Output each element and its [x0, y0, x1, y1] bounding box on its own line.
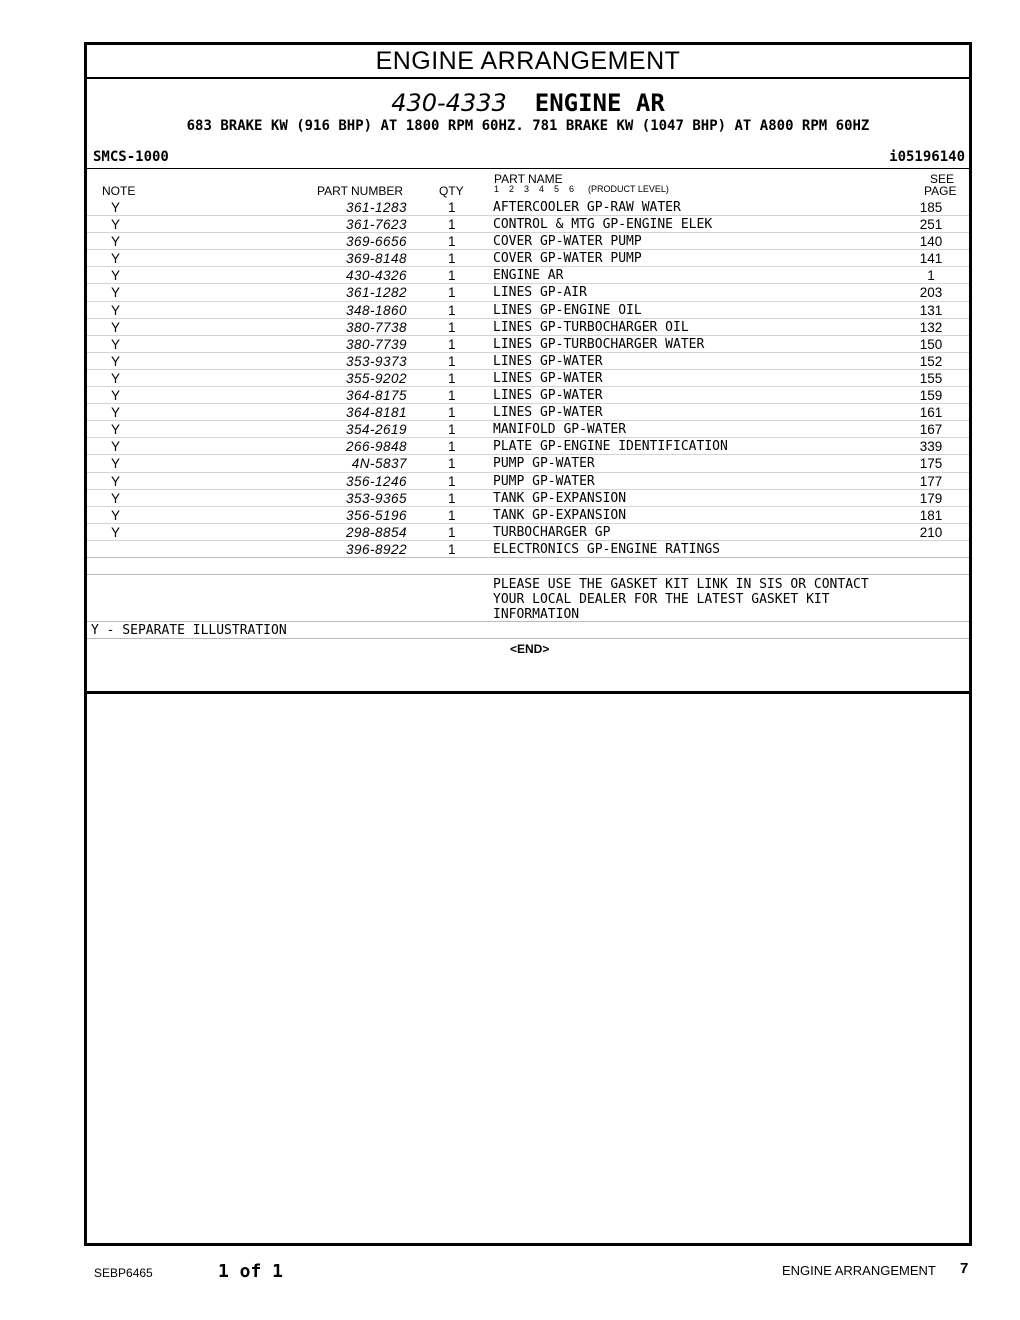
group-heading	[87, 89, 969, 117]
qty-cell: 1	[448, 422, 456, 438]
see-page-cell: 132	[919, 319, 943, 335]
qty-cell: 1	[448, 302, 456, 318]
part-name-cell: COVER GP-WATER PUMP	[493, 251, 642, 267]
product-level-1: 1	[494, 184, 500, 194]
see-page-cell: 155	[919, 370, 943, 386]
table-row	[87, 387, 969, 404]
part-name-cell: AFTERCOOLER GP-RAW WATER	[493, 200, 681, 215]
part-name-cell: LINES GP-WATER	[493, 405, 603, 421]
table-row	[87, 490, 969, 507]
part-name-cell: TANK GP-EXPANSION	[493, 490, 627, 506]
table-row	[87, 524, 969, 541]
part-number-cell: 430-4326	[345, 268, 407, 284]
product-level-2: 2	[509, 184, 515, 194]
engine-ratings: 683 BRAKE KW (916 BHP) AT 1800 RPM 60HZ. 781 BRAKE KW (1047 BHP) AT A800 RPM 60HZ	[186, 118, 870, 134]
note-cell: Y	[111, 439, 121, 455]
qty-cell: 1	[448, 541, 456, 557]
note-cell: Y	[111, 405, 121, 421]
part-number-cell: 380-7738	[345, 319, 407, 335]
divider	[87, 574, 969, 575]
qty-cell: 1	[448, 370, 456, 386]
part-number-cell: 361-7623	[345, 217, 407, 233]
part-number-cell: 364-8181	[345, 405, 407, 421]
product-level-6: 6	[569, 184, 575, 194]
part-number-cell: 348-1860	[345, 302, 407, 318]
table-row	[87, 199, 969, 216]
col-header-see: SEE	[930, 172, 955, 186]
col-header-part-number: PART NUMBER	[317, 184, 404, 198]
qty-cell: 1	[448, 234, 456, 250]
note-cell: Y	[111, 302, 121, 318]
part-number-cell: 266-9848	[345, 439, 407, 455]
note-cell: Y	[111, 251, 121, 267]
footer-section: ENGINE ARRANGEMENT	[782, 1263, 936, 1278]
part-number-cell: 396-8922	[345, 541, 407, 557]
see-page-cell: 159	[919, 388, 943, 404]
page-frame	[84, 42, 972, 1246]
table-row	[87, 233, 969, 250]
see-page-cell: 140	[919, 234, 943, 250]
qty-cell: 1	[448, 353, 456, 369]
gasket-note-line: YOUR LOCAL DEALER FOR THE LATEST GASKET KIT	[493, 592, 830, 607]
see-page-cell: 210	[919, 524, 943, 540]
qty-cell: 1	[448, 217, 456, 233]
part-number-cell: 298-8854	[345, 524, 407, 540]
part-name-cell: PUMP GP-WATER	[493, 456, 595, 472]
note-cell: Y	[111, 268, 121, 284]
part-name-cell: TURBOCHARGER GP	[493, 524, 611, 540]
see-page-cell: 1	[927, 268, 935, 284]
qty-cell: 1	[448, 285, 456, 301]
part-number-cell: 4N-5837	[351, 456, 407, 472]
smcs-code: SMCS-1000	[93, 149, 169, 165]
gasket-note-line: INFORMATION	[493, 607, 580, 622]
qty-cell: 1	[448, 319, 456, 335]
col-header-qty: QTY	[439, 184, 464, 198]
note-cell: Y	[111, 217, 121, 233]
see-page-cell: 131	[919, 302, 943, 318]
table-row	[87, 455, 969, 472]
part-name-cell: LINES GP-ENGINE OIL	[493, 302, 642, 318]
part-name-cell: TANK GP-EXPANSION	[493, 507, 627, 523]
note-cell: Y	[111, 370, 121, 386]
note-cell: Y	[111, 200, 121, 215]
table-row	[87, 284, 969, 301]
table-row	[87, 370, 969, 387]
see-page-cell: 152	[919, 353, 943, 369]
divider	[87, 557, 969, 558]
see-page-cell: 161	[919, 405, 943, 421]
table-row	[87, 302, 969, 319]
col-header-page: PAGE	[924, 184, 957, 198]
see-page-cell: 167	[919, 422, 943, 438]
part-name-cell: LINES GP-WATER	[493, 353, 603, 369]
table-row	[87, 507, 969, 524]
parts-list-box	[87, 45, 969, 694]
qty-cell: 1	[448, 439, 456, 455]
qty-cell: 1	[448, 388, 456, 404]
part-name-cell: ENGINE AR	[493, 268, 564, 284]
part-number-cell: 354-2619	[345, 422, 407, 438]
part-name-cell: COVER GP-WATER PUMP	[493, 234, 642, 250]
divider	[87, 638, 969, 639]
product-level-5: 5	[554, 184, 560, 194]
part-name-cell: PLATE GP-ENGINE IDENTIFICATION	[493, 439, 728, 455]
page-number: 7	[960, 1260, 969, 1277]
part-number-cell: 361-1283	[345, 200, 407, 215]
note-cell: Y	[111, 336, 121, 352]
page-of: 1 of 1	[218, 1261, 284, 1282]
part-name-cell: MANIFOLD GP-WATER	[493, 422, 627, 438]
part-number-cell: 369-6656	[345, 234, 407, 250]
table-row	[87, 541, 969, 558]
gasket-note-line: PLEASE USE THE GASKET KIT LINK IN SIS OR CONTACT	[493, 577, 869, 592]
part-number-cell: 355-9202	[345, 370, 407, 386]
part-name-cell: LINES GP-WATER	[493, 388, 603, 404]
part-name-cell: CONTROL & MTG GP-ENGINE ELEK	[493, 217, 713, 233]
table-row	[87, 438, 969, 455]
note-cell: Y	[111, 473, 121, 489]
see-page-cell: 181	[919, 507, 943, 523]
part-name-cell: LINES GP-TURBOCHARGER WATER	[493, 336, 705, 352]
part-name-cell: ELECTRONICS GP-ENGINE RATINGS	[493, 541, 720, 557]
see-page-cell: 339	[919, 439, 943, 455]
part-name-cell: LINES GP-AIR	[493, 285, 587, 301]
part-number-cell: 364-8175	[345, 388, 407, 404]
qty-cell: 1	[448, 336, 456, 352]
col-header-part-name: PART NAME	[494, 172, 563, 186]
table-row	[87, 404, 969, 421]
product-level-label: (PRODUCT LEVEL)	[588, 184, 669, 194]
divider	[87, 621, 969, 622]
qty-cell: 1	[448, 473, 456, 489]
see-page-cell: 150	[919, 336, 943, 352]
col-header-note: NOTE	[102, 184, 136, 198]
note-cell: Y	[111, 524, 121, 540]
note-cell: Y	[111, 490, 121, 506]
see-page-cell: 203	[919, 285, 943, 301]
note-cell: Y	[111, 353, 121, 369]
part-number-cell: 353-9373	[345, 353, 407, 369]
group-name: ENGINE AR	[534, 89, 665, 117]
part-number-cell: 356-1246	[345, 473, 407, 489]
table-row	[87, 216, 969, 233]
note-cell: Y	[111, 285, 121, 301]
part-number-cell: 356-5196	[345, 507, 407, 523]
divider	[87, 168, 969, 169]
part-number-cell: 361-1282	[345, 285, 407, 301]
document-title: ENGINE ARRANGEMENT	[87, 45, 969, 79]
table-row	[87, 250, 969, 267]
part-number-cell: 353-9365	[345, 490, 407, 506]
see-page-cell: 251	[919, 217, 943, 233]
end-mark: <END>	[510, 642, 550, 656]
see-page-cell: 177	[919, 473, 943, 489]
gasket-note	[493, 577, 869, 622]
see-page-cell: 175	[919, 456, 943, 472]
part-number-cell: 380-7739	[345, 336, 407, 352]
product-level-4: 4	[539, 184, 545, 194]
table-row	[87, 267, 969, 284]
table-row	[87, 473, 969, 490]
part-name-cell: LINES GP-WATER	[493, 370, 603, 386]
table-row	[87, 336, 969, 353]
see-page-cell: 185	[919, 200, 943, 215]
qty-cell: 1	[448, 524, 456, 540]
legend: Y - SEPARATE ILLUSTRATION	[91, 623, 287, 638]
qty-cell: 1	[448, 268, 456, 284]
qty-cell: 1	[448, 456, 456, 472]
note-cell: Y	[111, 388, 121, 404]
qty-cell: 1	[448, 507, 456, 523]
see-page-cell: 141	[919, 251, 943, 267]
qty-cell: 1	[448, 251, 456, 267]
note-cell: Y	[111, 234, 121, 250]
table-row	[87, 319, 969, 336]
group-number: 430-4333	[391, 89, 507, 117]
part-name-cell: LINES GP-TURBOCHARGER OIL	[493, 319, 689, 335]
product-level-3: 3	[524, 184, 530, 194]
table-row	[87, 421, 969, 438]
see-page-cell: 179	[919, 490, 943, 506]
qty-cell: 1	[448, 200, 456, 215]
note-cell: Y	[111, 319, 121, 335]
part-name-cell: PUMP GP-WATER	[493, 473, 595, 489]
publication-number: SEBP6465	[94, 1266, 153, 1280]
table-row	[87, 353, 969, 370]
note-cell: Y	[111, 507, 121, 523]
part-number-cell: 369-8148	[345, 251, 407, 267]
illustration-id: i05196140	[889, 149, 965, 165]
qty-cell: 1	[448, 405, 456, 421]
note-cell: Y	[111, 456, 121, 472]
product-levels	[494, 184, 669, 194]
note-cell: Y	[111, 422, 121, 438]
qty-cell: 1	[448, 490, 456, 506]
parts-table	[87, 199, 969, 558]
